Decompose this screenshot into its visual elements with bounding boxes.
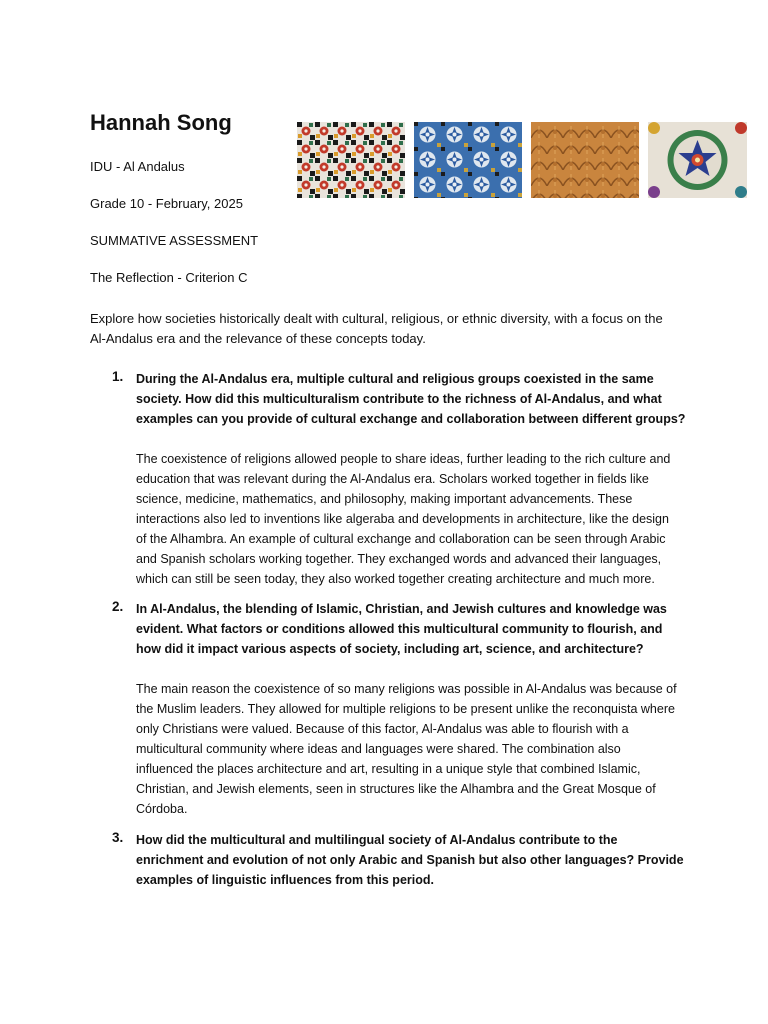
student-name: Hannah Song — [90, 110, 232, 135]
question-number: 3. — [112, 830, 124, 845]
question-text: In Al-Andalus, the blending of Islamic, Christian, and Jewish cultures and knowledge was evident. What factors or conditions allowed this multicultural community to flourish, and how did it impact various aspects of society, including art, science, and architecture? — [136, 602, 667, 656]
question-text: During the Al-Andalus era, multiple cultural and religious groups coexisted in the same society. How did this multiculturalism contribute to the richness of Al-Andalus, and what examples can you provide of cultural exchange and collaboration between different groups? — [136, 372, 686, 426]
subject-line: IDU - Al Andalus — [90, 159, 185, 174]
question-text: How did the multicultural and multilingual society of Al-Andalus contribute to the enrichment and evolution of not only Arabic and Spanish but also other languages? Provide examples of linguistic influences from this period. — [136, 833, 684, 887]
question-item-3 — [90, 830, 690, 890]
question-number: 2. — [112, 599, 124, 614]
multicolor-star-mosaic-image — [648, 122, 747, 198]
answer-text: The coexistence of religions allowed people to share ideas, further leading to the rich culture and education that was relevant during the Al-Andalus era. Scholars worked together in fields like science, medicine, mathematics, and philosophy, making important advancements. These interactions also led to inventions like algeraba and developments in architecture, like the design of the Alhambra. An example of cultural exchange and collaboration can be seen through Arabic and Spanish scholars working together. They exchanged words and advanced their languages, which can still be seen today, they also worked together creating architecture and much more. — [136, 452, 671, 586]
question-item-1 — [90, 369, 690, 589]
red-black-star-mosaic-image — [297, 122, 405, 198]
assessment-line: SUMMATIVE ASSESSMENT — [90, 233, 259, 248]
answer-text: The main reason the coexistence of so many religions was possible in Al-Andalus was because of the Muslim leaders. They allowed for multiple religions to be present unlike the reconquista where only Christians were valued. Because of this factor, Al-Andalus was able to flourish with a multicultural community where ideas and languages were shared. The combination also influenced the places architecture and art, resulting in a unique style that combined Islamic, Christian, and Jewish elements, seen in structures like the Alhambra and the Great Mosque of Córdoba. — [136, 682, 677, 816]
mosaic-image-strip — [297, 122, 747, 198]
blue-star-mosaic-image — [414, 122, 522, 198]
question-item-2 — [90, 599, 690, 819]
assignment-intro: Explore how societies historically dealt with cultural, religious, or ethnic diversity, with a focus on the Al-Andalus era and the relevance of these concepts today. — [90, 311, 663, 346]
grade-date-line: Grade 10 - February, 2025 — [90, 196, 243, 211]
carved-stucco-relief-image — [531, 122, 639, 198]
criterion-line: The Reflection - Criterion C — [90, 270, 248, 285]
question-number: 1. — [112, 369, 124, 384]
